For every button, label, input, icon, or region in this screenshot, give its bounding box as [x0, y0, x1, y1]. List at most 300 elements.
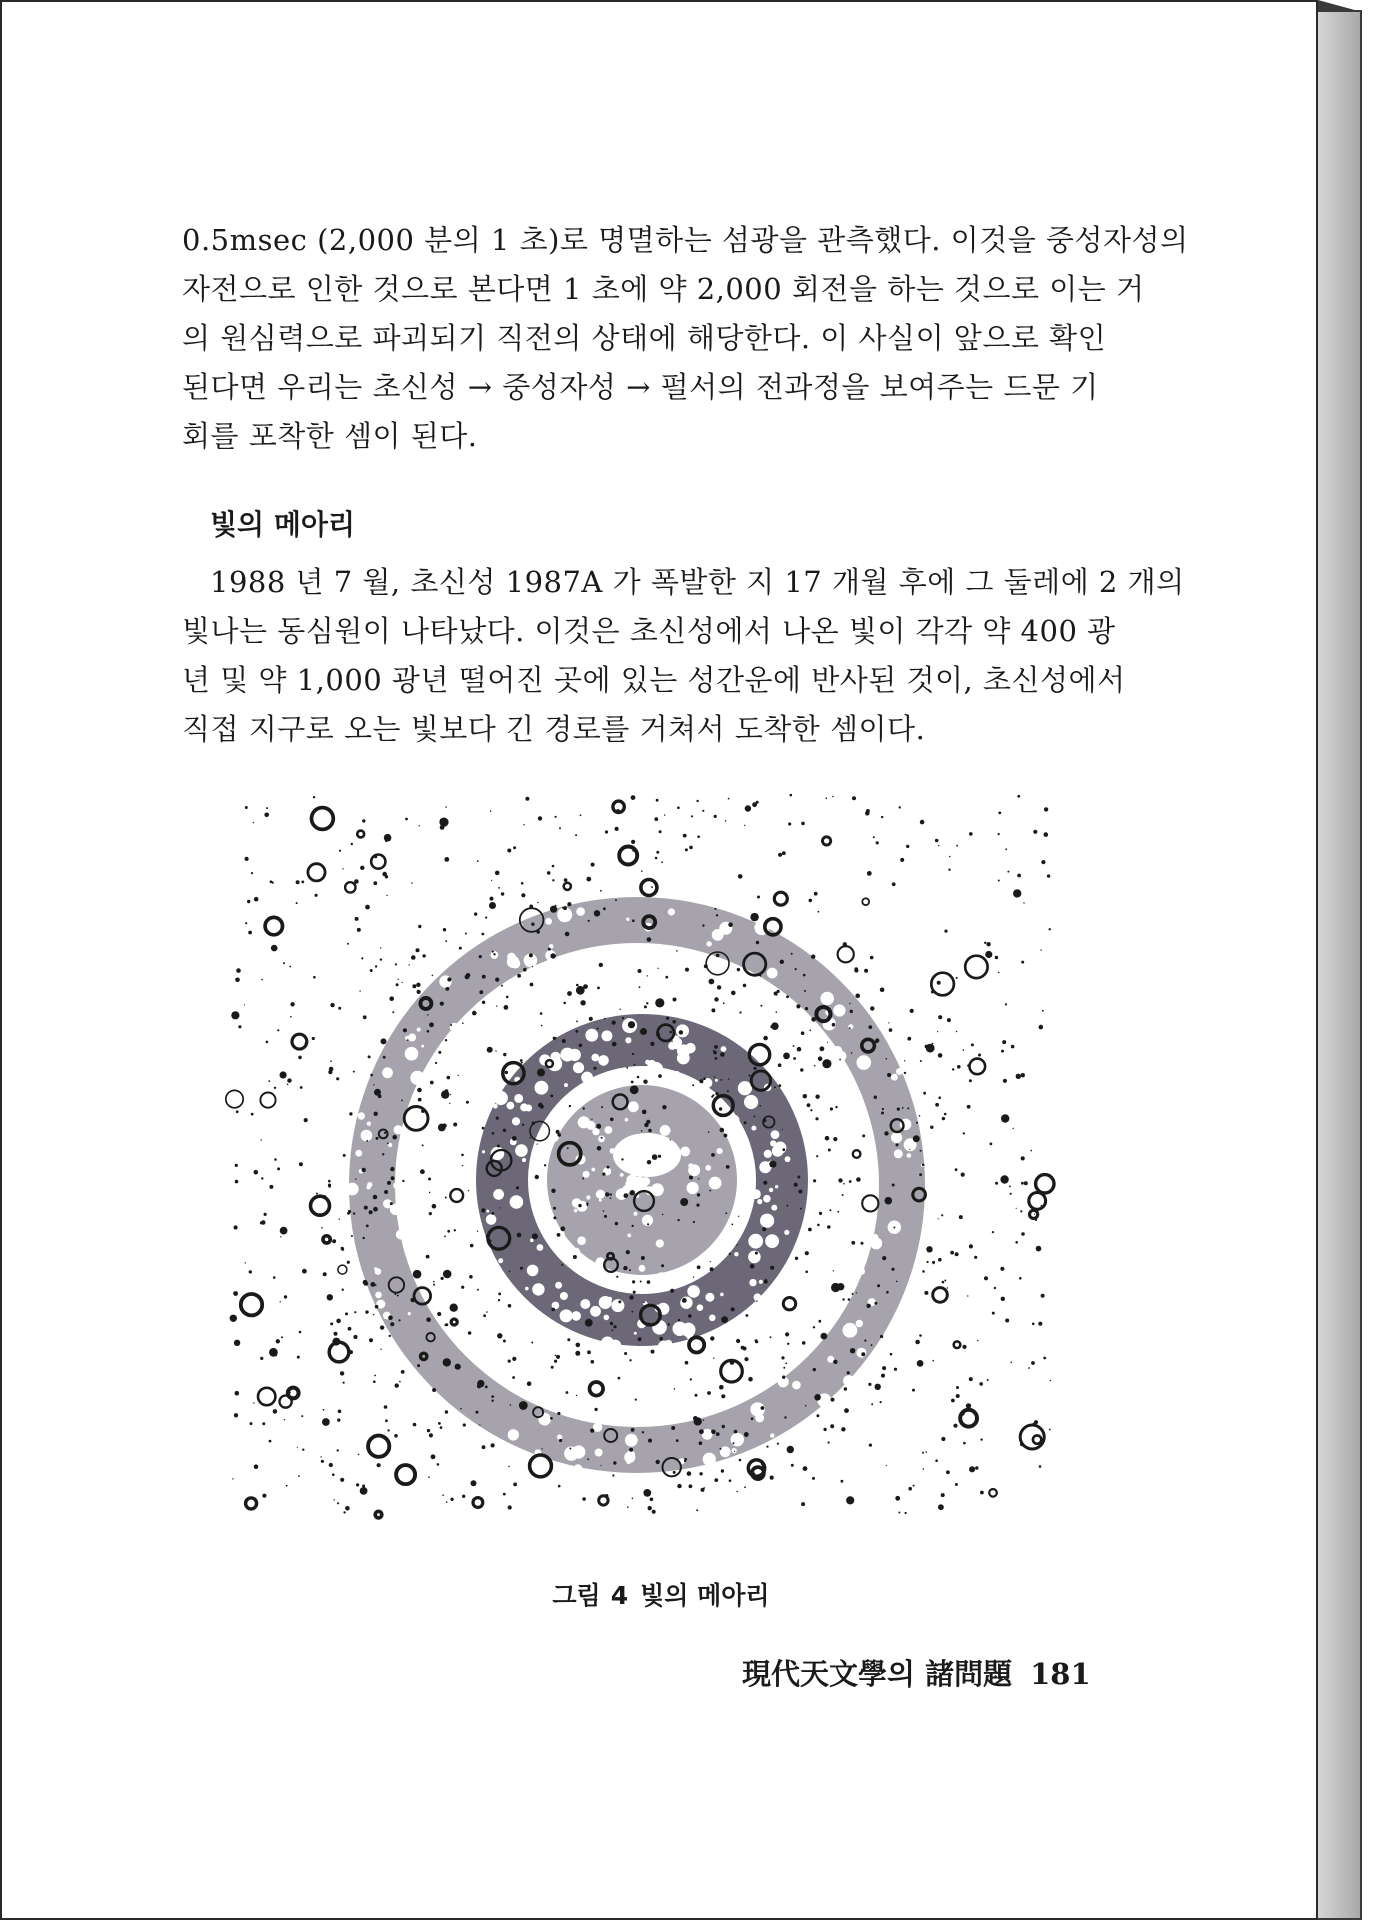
speckle-dot — [418, 925, 421, 928]
speckle-dot — [728, 922, 733, 927]
speckle-dot — [567, 1147, 569, 1149]
speckle-dot — [274, 1087, 276, 1089]
star-halo — [473, 1498, 483, 1508]
speckle-dot — [362, 1168, 366, 1172]
speckle-dot — [1039, 1025, 1044, 1030]
speckle-dot — [491, 1400, 493, 1402]
star-halo — [396, 1465, 415, 1484]
speckle-dot — [850, 1010, 853, 1013]
speckle-dot — [913, 1485, 915, 1487]
speckle-dot — [935, 1103, 939, 1107]
star-halo — [241, 1294, 262, 1315]
speckle-dot — [320, 1456, 321, 1457]
speckle-dot — [498, 1299, 500, 1301]
speckle-dot — [725, 820, 727, 822]
speckle-dot — [492, 1132, 495, 1135]
speckle-dot — [373, 1195, 378, 1200]
speckle-dot — [1021, 1073, 1025, 1077]
speckle-dot — [417, 1088, 422, 1093]
speckle-dot — [623, 1266, 627, 1270]
ring-pore — [891, 1074, 898, 1081]
speckle-dot — [353, 1335, 357, 1339]
speckle-dot — [412, 984, 416, 988]
speckle-dot — [573, 1255, 577, 1259]
speckle-dot — [728, 1078, 730, 1080]
speckle-dot — [463, 1423, 466, 1426]
speckle-dot — [440, 1426, 443, 1429]
speckle-dot — [251, 872, 253, 874]
speckle-dot — [656, 1460, 660, 1464]
star-halo — [1033, 1435, 1041, 1443]
speckle-dot — [612, 1474, 614, 1476]
ring-pore — [525, 1287, 529, 1291]
speckle-dot — [402, 1180, 404, 1182]
speckle-dot — [618, 1377, 621, 1380]
speckle-dot — [576, 1343, 581, 1348]
speckle-dot — [670, 1031, 673, 1034]
speckle-dot — [564, 878, 568, 882]
speckle-dot — [695, 1394, 698, 1397]
speckle-dot — [486, 1311, 488, 1313]
ring-pore — [507, 1102, 515, 1110]
speckle-dot — [426, 1255, 430, 1259]
speckle-dot — [813, 1179, 816, 1182]
speckle-dot — [428, 1476, 430, 1478]
star-halo — [965, 956, 987, 978]
ring-pore — [751, 1126, 756, 1131]
speckle-dot — [800, 1068, 803, 1071]
speckle-dot — [398, 979, 399, 980]
speckle-dot — [785, 1363, 787, 1365]
speckle-dot — [868, 1025, 872, 1029]
speckle-dot — [365, 905, 370, 910]
speckle-dot — [990, 1143, 993, 1146]
speckle-dot — [716, 914, 718, 916]
speckle-dot — [738, 874, 743, 879]
speckle-dot — [870, 956, 874, 960]
speckle-dot — [676, 1439, 679, 1442]
speckle-dot — [904, 1072, 906, 1074]
speckle-dot — [353, 1212, 355, 1214]
speckle-dot — [671, 1426, 675, 1430]
ring-pore — [757, 1199, 762, 1204]
speckle-dot — [776, 994, 778, 996]
speckle-dot — [978, 1054, 981, 1057]
speckle-dot — [803, 1466, 808, 1471]
speckle-dot — [641, 870, 643, 872]
speckle-dot — [553, 1207, 556, 1210]
speckle-dot — [362, 1485, 365, 1488]
ring-pore — [591, 1054, 599, 1062]
speckle-dot — [874, 1302, 877, 1305]
speckle-dot — [266, 807, 268, 809]
speckle-dot — [726, 1165, 730, 1169]
speckle-dot — [886, 1291, 889, 1294]
speckle-dot — [640, 1028, 647, 1035]
speckle-dot — [755, 1339, 758, 1342]
speckle-dot — [861, 1242, 864, 1245]
speckle-dot — [529, 953, 533, 957]
speckle-dot — [652, 1510, 656, 1514]
speckle-dot — [600, 1465, 601, 1466]
ring-pore — [833, 1004, 845, 1016]
speckle-dot — [413, 1270, 422, 1279]
speckle-dot — [646, 1002, 648, 1004]
speckle-dot — [520, 1267, 523, 1270]
speckle-dot — [580, 1000, 585, 1005]
speckle-dot — [851, 1241, 855, 1245]
speckle-dot — [566, 1391, 569, 1394]
speckle-dot — [615, 1222, 618, 1225]
speckle-dot — [888, 1022, 889, 1023]
speckle-dot — [384, 1132, 386, 1134]
speckle-dot — [493, 953, 495, 955]
star-halo — [931, 973, 954, 996]
speckle-dot — [269, 1440, 272, 1443]
speckle-dot — [801, 822, 805, 826]
speckle-dot — [343, 1382, 345, 1384]
speckle-dot — [1042, 1010, 1044, 1012]
speckle-dot — [935, 839, 939, 843]
speckle-dot — [906, 845, 909, 848]
speckle-dot — [348, 1210, 351, 1213]
speckle-dot — [411, 882, 413, 884]
speckle-dot — [550, 953, 555, 958]
speckle-dot — [703, 1077, 706, 1080]
speckle-dot — [678, 1319, 680, 1321]
ring-pore — [408, 1312, 411, 1315]
speckle-dot — [766, 1446, 768, 1448]
speckle-dot — [842, 1194, 844, 1196]
speckle-dot — [610, 1193, 612, 1195]
speckle-dot — [342, 868, 343, 869]
speckle-dot — [277, 1167, 280, 1170]
ring-pore — [532, 1283, 544, 1295]
speckle-dot — [562, 907, 564, 909]
speckle-dot — [384, 1190, 388, 1194]
speckle-dot — [254, 897, 259, 902]
speckle-dot — [640, 1281, 642, 1283]
star-halo — [823, 837, 831, 845]
speckle-dot — [512, 1357, 516, 1361]
speckle-dot — [575, 834, 577, 836]
speckle-dot — [902, 1107, 904, 1109]
core-pore — [599, 1199, 602, 1202]
speckle-dot — [930, 1126, 933, 1129]
speckle-dot — [336, 1319, 341, 1324]
speckle-dot — [848, 1298, 851, 1301]
ring-pore — [573, 1464, 582, 1473]
speckle-dot — [760, 1005, 762, 1007]
section-heading: 빛의 메아리 — [210, 508, 355, 541]
speckle-dot — [846, 1496, 854, 1504]
speckle-dot — [867, 871, 872, 876]
ring-pore — [515, 1144, 528, 1157]
speckle-dot — [353, 1071, 355, 1073]
speckle-dot — [601, 1137, 603, 1139]
speckle-dot — [820, 1046, 825, 1051]
ring-pore — [715, 1079, 718, 1082]
speckle-dot — [632, 919, 635, 922]
speckle-dot — [409, 964, 410, 965]
speckle-dot — [634, 1064, 636, 1066]
core-pore — [627, 1234, 631, 1238]
speckle-dot — [321, 1227, 323, 1229]
speckle-dot — [893, 1227, 895, 1229]
speckle-dot — [401, 1100, 403, 1102]
light-echo-figure — [212, 785, 1072, 1525]
ring-pore — [763, 1195, 771, 1203]
speckle-dot — [922, 1270, 925, 1273]
speckle-dot — [585, 1319, 593, 1327]
speckle-dot — [969, 1377, 973, 1381]
speckle-dot — [615, 899, 617, 901]
core-pore — [662, 1142, 667, 1147]
text-line: 1988 년 7 월, 초신성 1987A 가 폭발한 지 17 개월 후에 그 둘레에 2 개의 — [210, 565, 1185, 599]
speckle-dot — [751, 1417, 754, 1420]
speckle-dot — [919, 1334, 922, 1337]
speckle-dot — [959, 1215, 963, 1219]
speckle-dot — [632, 1225, 634, 1227]
speckle-dot — [504, 1005, 509, 1010]
speckle-dot — [915, 1340, 920, 1345]
speckle-dot — [919, 1115, 921, 1117]
speckle-dot — [941, 1214, 943, 1216]
speckle-dot — [948, 869, 950, 871]
star-halo — [853, 1150, 861, 1158]
speckle-dot — [969, 1079, 972, 1082]
speckle-dot — [304, 1118, 308, 1122]
speckle-dot — [864, 969, 868, 973]
speckle-dot — [235, 978, 240, 983]
speckle-dot — [441, 1277, 444, 1280]
speckle-dot — [881, 1112, 884, 1115]
speckle-dot — [373, 1314, 374, 1315]
page-stack-edge — [1318, 10, 1362, 1920]
speckle-dot — [507, 849, 511, 853]
speckle-dot — [345, 1312, 348, 1315]
speckle-dot — [910, 1009, 914, 1013]
ring-pore — [748, 1251, 761, 1264]
star-halo — [311, 1196, 330, 1215]
ring-pore — [569, 1049, 581, 1061]
star-halo — [838, 946, 854, 962]
speckle-dot — [641, 1130, 643, 1132]
speckle-dot — [1031, 1361, 1035, 1365]
speckle-dot — [330, 1322, 333, 1325]
speckle-dot — [778, 1084, 781, 1087]
speckle-dot — [938, 1504, 944, 1510]
speckle-dot — [498, 887, 500, 889]
speckle-dot — [266, 1041, 269, 1044]
speckle-dot — [419, 825, 420, 826]
speckle-dot — [520, 1059, 523, 1062]
speckle-dot — [920, 1060, 922, 1062]
speckle-dot — [482, 975, 486, 979]
speckle-dot — [920, 1150, 922, 1152]
star-halo — [960, 1410, 977, 1427]
speckle-dot — [416, 948, 420, 952]
speckle-dot — [714, 997, 718, 1001]
speckle-dot — [523, 968, 527, 972]
core-pore — [620, 1173, 624, 1177]
speckle-dot — [938, 1096, 941, 1099]
speckle-dot — [274, 1158, 277, 1161]
speckle-dot — [998, 833, 1000, 835]
ring-pore — [374, 1267, 377, 1270]
speckle-dot — [631, 1428, 635, 1432]
speckle-dot — [875, 1384, 881, 1390]
speckle-dot — [337, 1418, 340, 1421]
speckle-dot — [468, 1190, 469, 1191]
ring-pore — [856, 1320, 863, 1327]
speckle-dot — [271, 881, 273, 883]
ring-pore — [573, 1062, 584, 1073]
speckle-dot — [490, 897, 494, 901]
speckle-dot — [626, 1067, 628, 1069]
speckle-dot — [477, 860, 479, 862]
ring-pore — [394, 1125, 403, 1134]
ring-pore — [604, 1315, 610, 1321]
speckle-dot — [615, 827, 619, 831]
speckle-dot — [250, 1422, 253, 1425]
speckle-dot — [461, 1286, 464, 1289]
ring-pore — [498, 1258, 503, 1263]
speckle-dot — [734, 1430, 738, 1434]
speckle-dot — [980, 1438, 982, 1440]
speckle-dot — [787, 1205, 789, 1207]
speckle-dot — [563, 1002, 566, 1005]
speckle-dot — [551, 1366, 554, 1369]
speckle-dot — [657, 968, 658, 969]
ring-pore — [382, 1067, 393, 1078]
speckle-dot — [937, 1031, 938, 1032]
speckle-dot — [390, 1322, 394, 1326]
speckle-dot — [567, 991, 572, 996]
speckle-dot — [699, 1441, 703, 1445]
speckle-dot — [648, 1506, 652, 1510]
ring-pore — [530, 1239, 534, 1243]
speckle-dot — [497, 1145, 500, 1148]
speckle-dot — [499, 1207, 500, 1208]
speckle-dot — [756, 801, 759, 804]
ring-pore — [765, 1234, 779, 1248]
ring-pore — [738, 1081, 752, 1095]
ring-pore — [627, 1460, 631, 1464]
speckle-dot — [823, 1428, 826, 1431]
speckle-dot — [395, 1383, 399, 1387]
ring-pore — [720, 1293, 724, 1297]
speckle-dot — [471, 1480, 477, 1486]
speckle-dot — [770, 1476, 774, 1480]
speckle-dot — [541, 1025, 543, 1027]
speckle-dot — [596, 1124, 601, 1129]
star-halo — [308, 864, 325, 881]
star-halo — [357, 831, 364, 838]
star-halo — [954, 1341, 961, 1348]
speckle-dot — [953, 1424, 957, 1428]
speckle-dot — [677, 1484, 681, 1488]
speckle-dot — [555, 1037, 556, 1038]
star-halo — [564, 883, 571, 890]
speckle-dot — [971, 1043, 974, 1046]
speckle-dot — [427, 1014, 428, 1015]
ring-pore — [396, 1230, 406, 1240]
star-halo — [989, 1489, 997, 1497]
speckle-dot — [597, 987, 600, 990]
speckle-dot — [938, 1015, 942, 1019]
ring-pore — [493, 1189, 504, 1200]
speckle-dot — [334, 1499, 335, 1500]
speckle-dot — [631, 840, 635, 844]
speckle-dot — [816, 1155, 818, 1157]
speckle-dot — [801, 1031, 805, 1035]
speckle-dot — [551, 1189, 555, 1193]
speckle-dot — [576, 984, 579, 987]
ring-pore — [512, 1117, 520, 1125]
core-pore — [610, 1148, 616, 1154]
speckle-dot — [787, 1446, 794, 1453]
speckle-dot — [591, 863, 595, 867]
speckle-dot — [537, 1069, 545, 1077]
core-pore — [574, 1209, 578, 1213]
ring-pore — [769, 1188, 773, 1192]
speckle-dot — [856, 1292, 857, 1293]
ring-pore — [527, 1265, 539, 1277]
speckle-dot — [427, 1429, 430, 1432]
speckle-dot — [427, 1030, 430, 1033]
speckle-dot — [422, 1144, 424, 1146]
speckle-dot — [443, 1358, 451, 1366]
speckle-dot — [745, 805, 751, 811]
speckle-dot — [827, 1225, 831, 1229]
ring-pore — [720, 1446, 731, 1457]
speckle-dot — [885, 1197, 893, 1205]
speckle-dot — [558, 1485, 561, 1488]
speckle-dot — [642, 1431, 644, 1433]
star-halo — [451, 1319, 457, 1325]
speckle-dot — [925, 1451, 927, 1453]
speckle-dot — [290, 1002, 294, 1006]
speckle-dot — [637, 1076, 640, 1079]
ring-pore — [737, 1123, 740, 1126]
speckle-dot — [739, 1459, 742, 1462]
speckle-dot — [815, 1095, 819, 1099]
speckle-dot — [944, 1113, 947, 1116]
speckle-dot — [835, 1106, 837, 1108]
ring-pore — [601, 1030, 612, 1041]
speckle-dot — [496, 1117, 499, 1120]
speckle-dot — [854, 967, 858, 971]
speckle-dot — [273, 1409, 278, 1414]
speckle-dot — [479, 990, 483, 994]
speckle-dot — [594, 1408, 597, 1411]
ring-pore — [648, 1062, 663, 1077]
speckle-dot — [477, 1289, 479, 1291]
speckle-dot — [312, 1037, 315, 1040]
speckle-dot — [560, 1226, 565, 1231]
speckle-dot — [794, 1183, 798, 1187]
speckle-dot — [429, 1433, 433, 1437]
speckle-dot — [807, 1103, 811, 1107]
speckle-dot — [579, 1044, 583, 1048]
speckle-dot — [583, 984, 588, 989]
speckle-dot — [398, 1319, 400, 1321]
ring-pore — [599, 1296, 612, 1309]
speckle-dot — [693, 1221, 695, 1223]
ring-pore — [754, 1293, 762, 1301]
speckle-dot — [818, 911, 820, 913]
